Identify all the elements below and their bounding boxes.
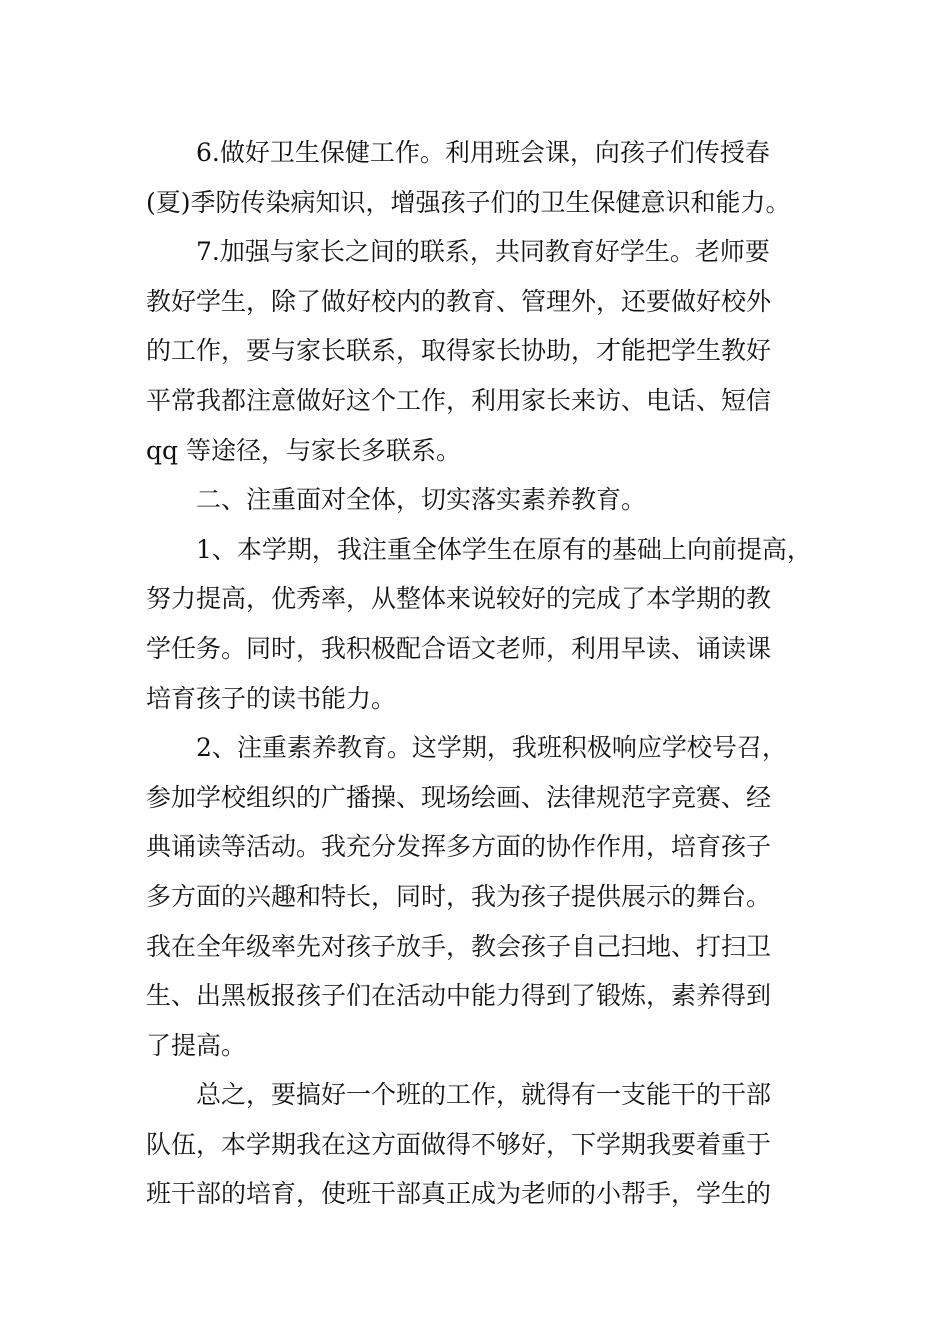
text-line: 典诵读等活动。我充分发挥多方面的协作作用，培育孩子	[146, 832, 772, 862]
text-line: 7.加强与家长之间的联系，共同教育好学生。老师要	[196, 237, 770, 267]
section-heading: 二、注重面对全体，切实落实素养教育。	[196, 485, 647, 515]
text-line: (夏)季防传染病知识，增强孩子们的卫生保健意识和能力。	[146, 187, 791, 217]
text-line: 参加学校组织的广播操、现场绘画、法律规范字竞赛、经	[146, 782, 772, 812]
text-line: 的工作，要与家长联系，取得家长协助，才能把学生教好	[146, 336, 772, 366]
text-line: 生、出黑板报孩子们在活动中能力得到了锻炼，素养得到	[146, 981, 772, 1011]
text-line: 1、本学期，我注重全体学生在原有的基础上向前提高，	[196, 534, 812, 564]
text-line: 我在全年级率先对孩子放手，教会孩子自己扫地、打扫卫	[146, 931, 772, 961]
text-line: 队伍，本学期我在这方面做得不够好，下学期我要着重于	[146, 1129, 772, 1159]
text-line: qq 等途径，与家长多联系。	[146, 435, 461, 465]
text-line: 培育孩子的读书能力。	[146, 683, 397, 713]
document-body	[146, 128, 836, 1219]
text-line: 平常我都注意做好这个工作，利用家长来访、电话、短信	[146, 385, 772, 415]
text-line: 2、注重素养教育。这学期，我班积极响应学校号召，	[196, 733, 787, 763]
text-line: 6.做好卫生保健工作。利用班会课，向孩子们传授春	[196, 138, 770, 167]
text-line: 学任务。同时，我积极配合语文老师，利用早读、诵读课	[146, 633, 772, 663]
text-line: 多方面的兴趣和特长，同时，我为孩子提供展示的舞台。	[146, 881, 772, 911]
text-line: 教好学生，除了做好校内的教育、管理外，还要做好校外	[146, 286, 772, 316]
text-line: 努力提高，优秀率，从整体来说较好的完成了本学期的教	[146, 584, 772, 614]
text-line: 班干部的培育，使班干部真正成为老师的小帮手，学生的	[146, 1179, 772, 1209]
text-line: 总之，要搞好一个班的工作，就得有一支能干的干部	[196, 1080, 772, 1110]
text-line: 了提高。	[146, 1030, 247, 1060]
